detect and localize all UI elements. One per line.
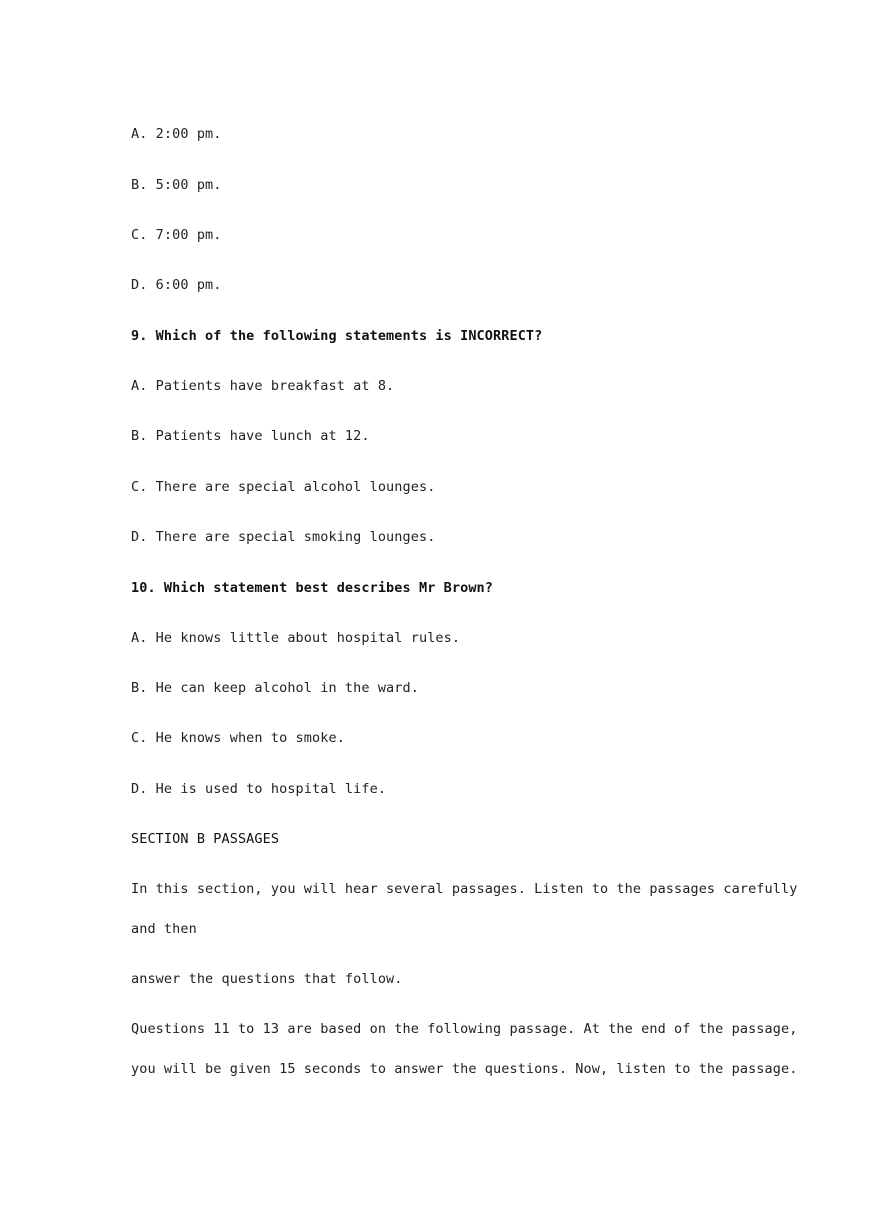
- q9-option-b: B. Patients have lunch at 12.: [131, 428, 370, 444]
- section-b-intro-line2: and then: [131, 921, 197, 937]
- q9-option-a: A. Patients have breakfast at 8.: [131, 378, 395, 394]
- q8-option-b: B. 5:00 pm.: [131, 177, 222, 193]
- q10-option-d: D. He is used to hospital life.: [131, 781, 387, 797]
- q8-option-c: C. 7:00 pm.: [131, 227, 222, 243]
- q9-question: 9. Which of the following statements is INCORRECT?: [131, 328, 543, 344]
- q10-question: 10. Which statement best describes Mr Brown?: [131, 580, 494, 596]
- q8-option-d: D. 6:00 pm.: [131, 277, 222, 293]
- q8-option-a: A. 2:00 pm.: [131, 126, 222, 142]
- section-b-heading: SECTION B PASSAGES: [131, 831, 280, 847]
- section-b-intro-line1: In this section, you will hear several passages. Listen to the passages carefully: [131, 881, 798, 897]
- passage-instruction-line1: Questions 11 to 13 are based on the following passage. At the end of the passage,: [131, 1021, 798, 1037]
- q9-option-c: C. There are special alcohol lounges.: [131, 479, 436, 495]
- q10-option-c: C. He knows when to smoke.: [131, 730, 345, 746]
- q9-option-d: D. There are special smoking lounges.: [131, 529, 436, 545]
- q10-option-a: A. He knows little about hospital rules.: [131, 630, 461, 646]
- section-b-intro-line3: answer the questions that follow.: [131, 971, 403, 987]
- passage-instruction-line2: you will be given 15 seconds to answer the questions. Now, listen to the passage.: [131, 1061, 798, 1077]
- q10-option-b: B. He can keep alcohol in the ward.: [131, 680, 419, 696]
